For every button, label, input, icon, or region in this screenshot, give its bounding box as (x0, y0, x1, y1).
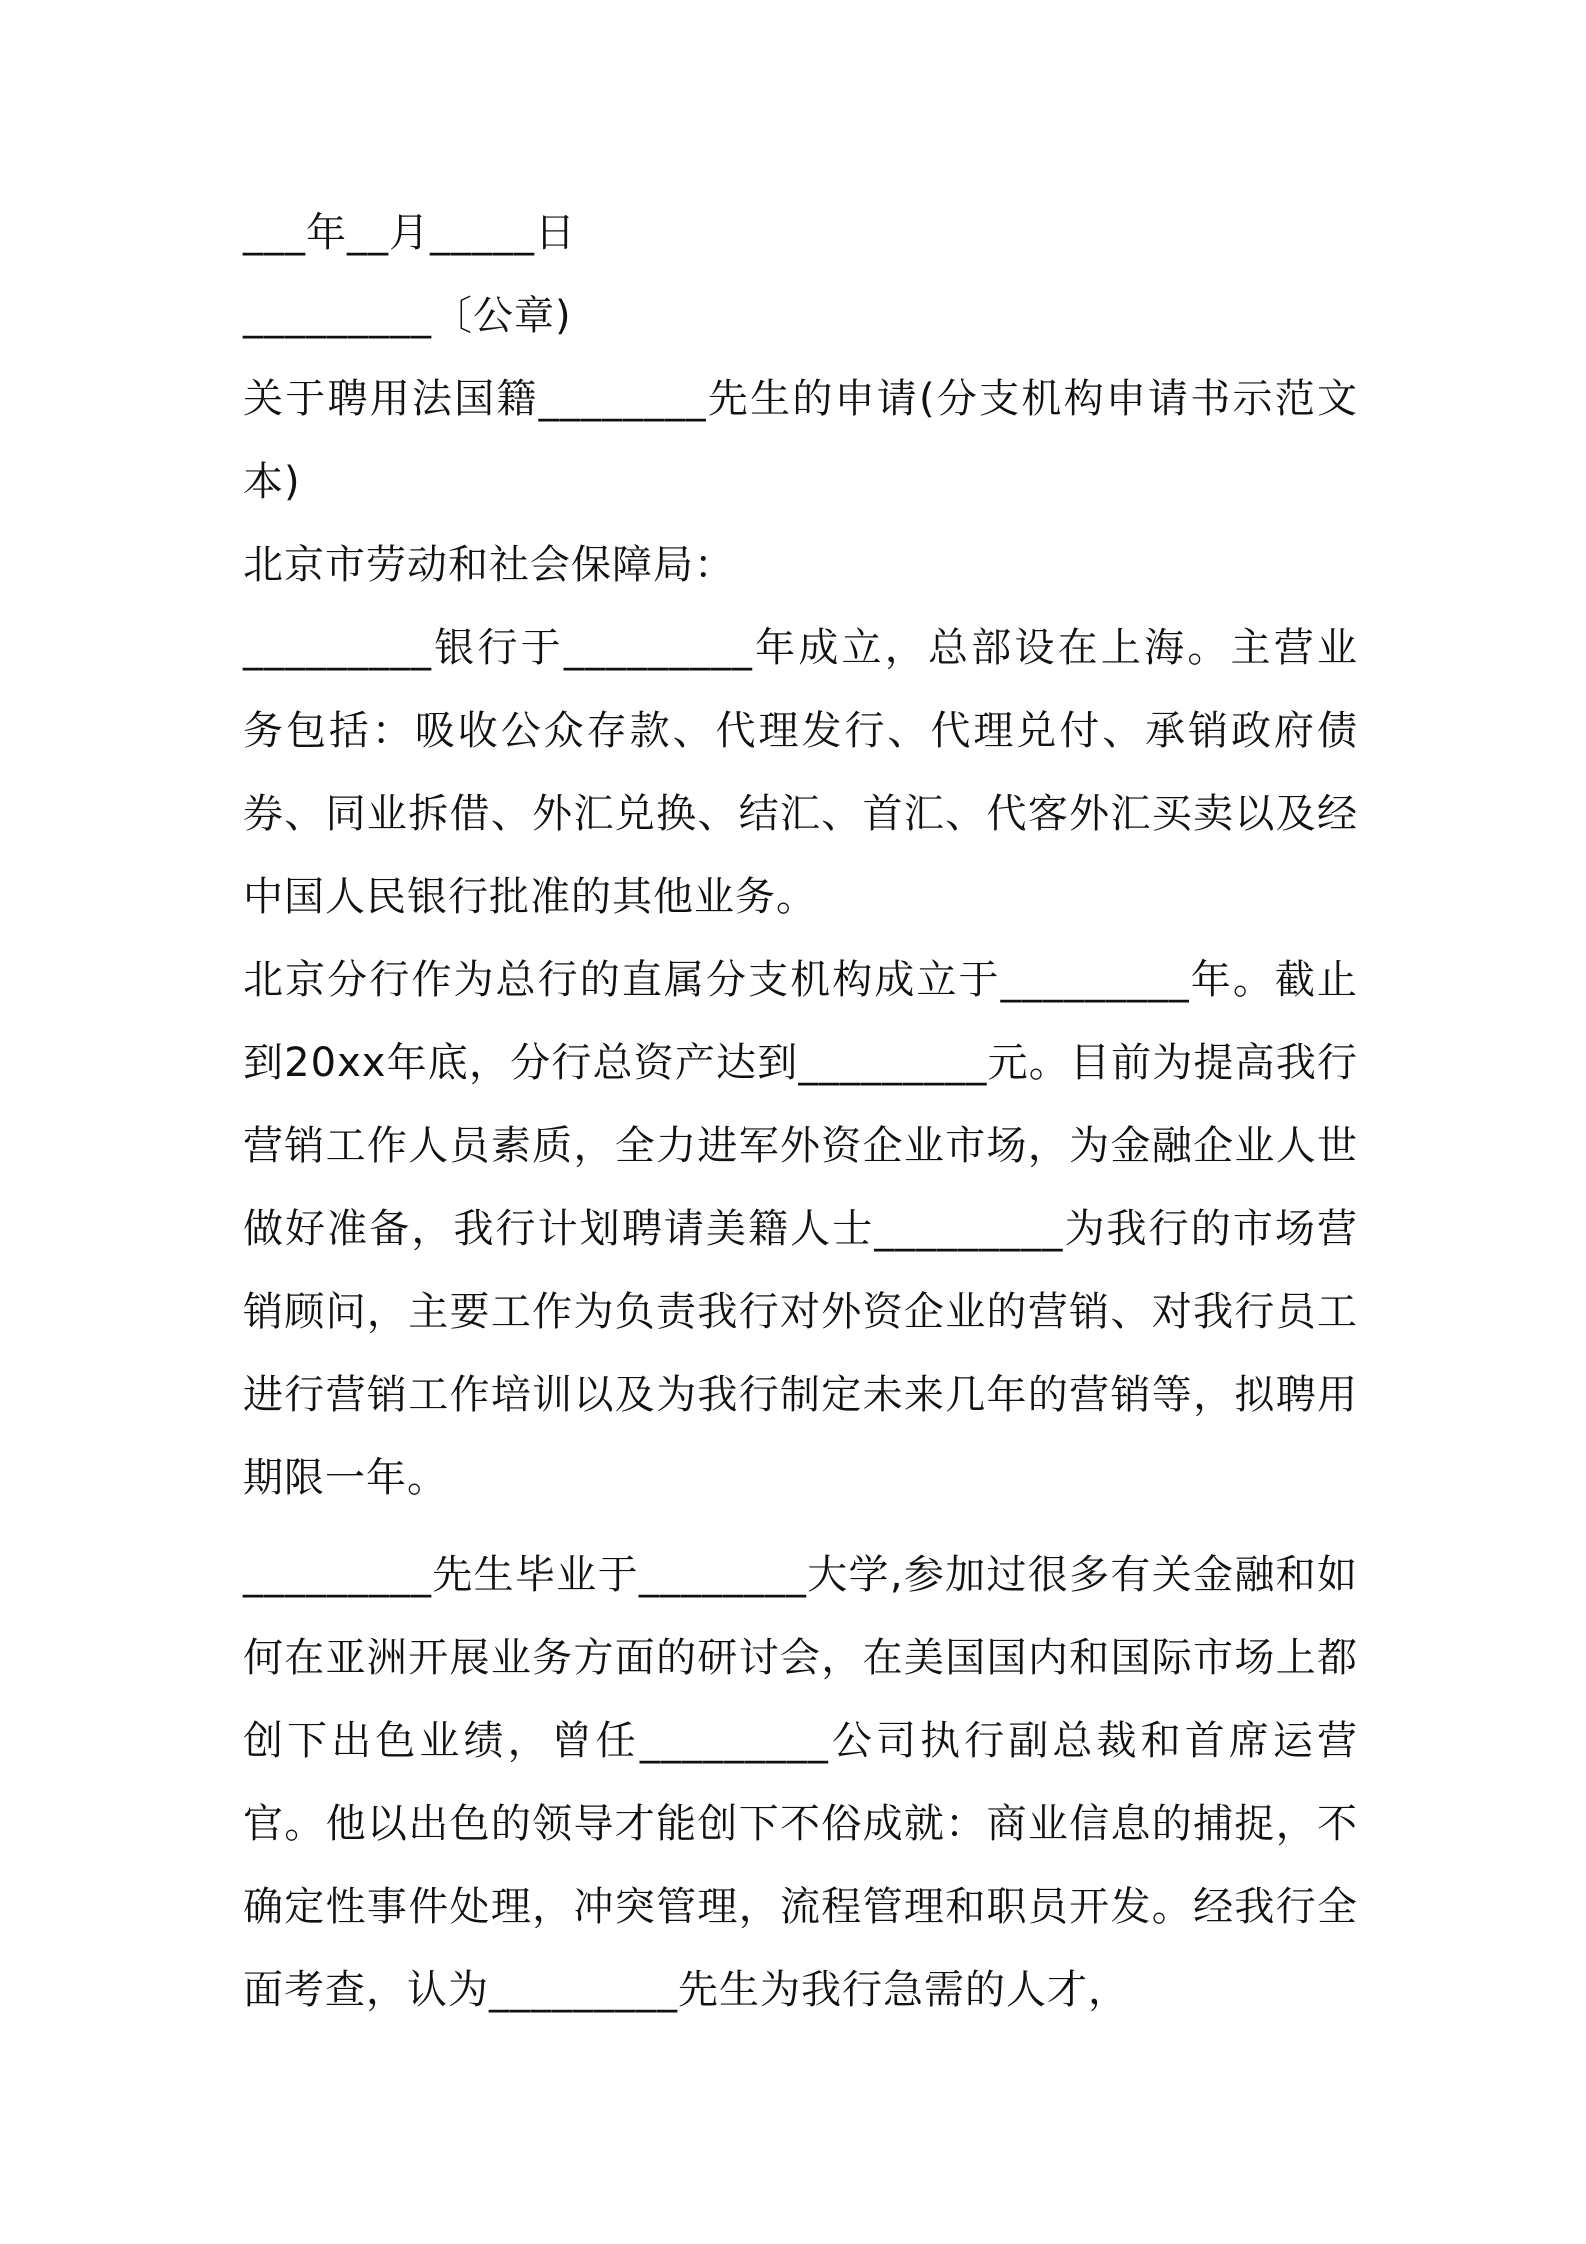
paragraph-bank-intro: _________银行于_________年成立，总部设在上海。主营业务包括：吸收公众存款、代理发行、代理兑付、承销政府债券、同业拆借、外汇兑换、结汇、首汇、代客外汇买卖以及经中国人民银行批准的其他业务。 (243, 625, 1358, 920)
document-title: 关于聘用法国籍________先生的申请(分支机构申请书示范文本) (243, 376, 1358, 505)
document-body (243, 192, 1358, 2032)
paragraph-branch-info: 北京分行作为总行的直属分支机构成立于_________年。截止到20xx年底，分行总资产达到_________元。目前为提高我行营销工作人员素质，全力进军外资企业市场，为金融企业人世做好准备，我行计划聘请美籍人士_________为我行的市场营销顾问，主要工作为负责我行对外资企业的营销、对我行员工进行营销工作培训以及为我行制定未来几年的营销等，拟聘用期限一年。 (243, 957, 1358, 1501)
seal-line: _________〔公章) (243, 293, 572, 339)
addressee: 北京市劳动和社会保障局： (243, 542, 735, 588)
date-line: ___年__月_____日 (243, 210, 576, 256)
paragraph-candidate-background: _________先生毕业于________大学,参加过很多有关金融和如何在亚洲开展业务方面的研讨会，在美国国内和国际市场上都创下出色业绩，曾任_________公司执行副总裁和首席运营官。他以出色的领导才能创下不俗成就：商业信息的捕捉，不确定性事件处理，冲突管理，流程管理和职员开发。经我行全面考查，认为_________先生为我行急需的人才， (243, 1552, 1358, 2013)
